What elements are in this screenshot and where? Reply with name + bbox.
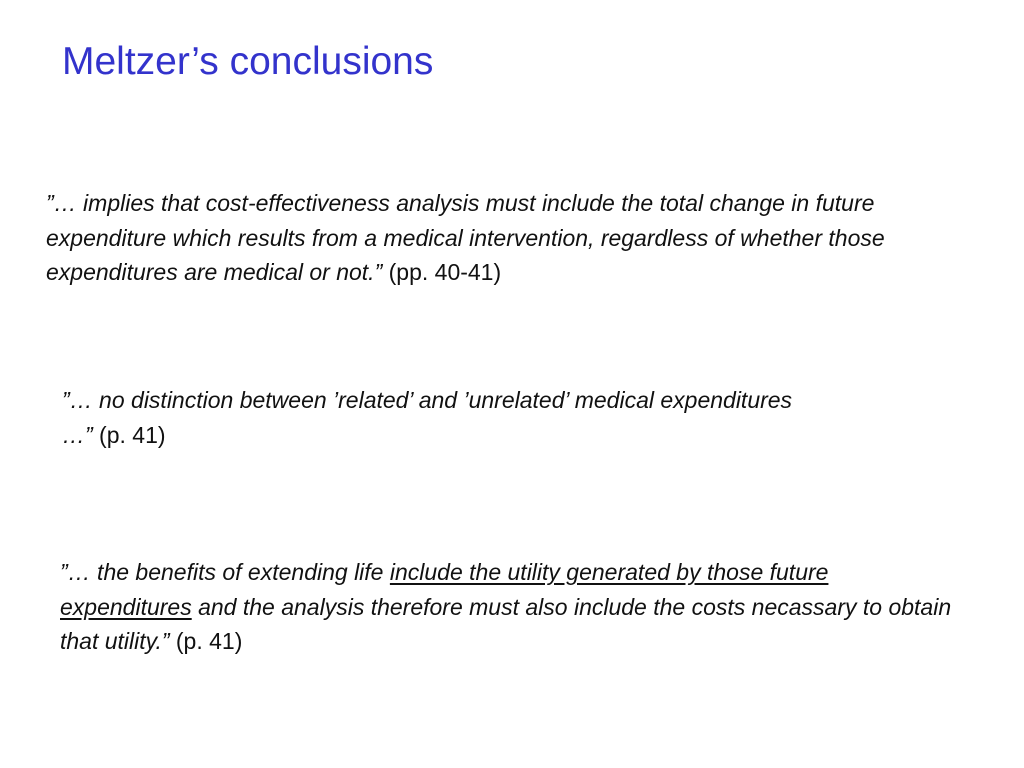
- quote-3-text-after: and the analysis therefore must also include the costs necassary to obtain that utility.”: [60, 593, 952, 654]
- quote-1-citation: (pp. 40-41): [382, 259, 502, 285]
- slide-title: Meltzer’s conclusions: [62, 40, 434, 83]
- quote-3: [60, 555, 960, 659]
- quote-3-text-before: ”… the benefits of extending life: [60, 559, 390, 585]
- quote-1-text: ”… implies that cost-effectiveness analysis must include the total change in future expenditure which results from a medical intervention, regardless of whether those expenditures are medical or not.”: [46, 190, 885, 285]
- quote-1: [46, 186, 996, 290]
- quote-2-citation: (p. 41): [92, 421, 166, 448]
- quote-2: [62, 383, 822, 452]
- quote-3-underlined-text: include the utility generated by those future expenditures: [60, 559, 829, 620]
- quote-3-citation: (p. 41): [169, 628, 243, 654]
- quote-2-text: ”… no distinction between ’related’ and ’unrelated’ medical expenditures …”: [62, 387, 793, 448]
